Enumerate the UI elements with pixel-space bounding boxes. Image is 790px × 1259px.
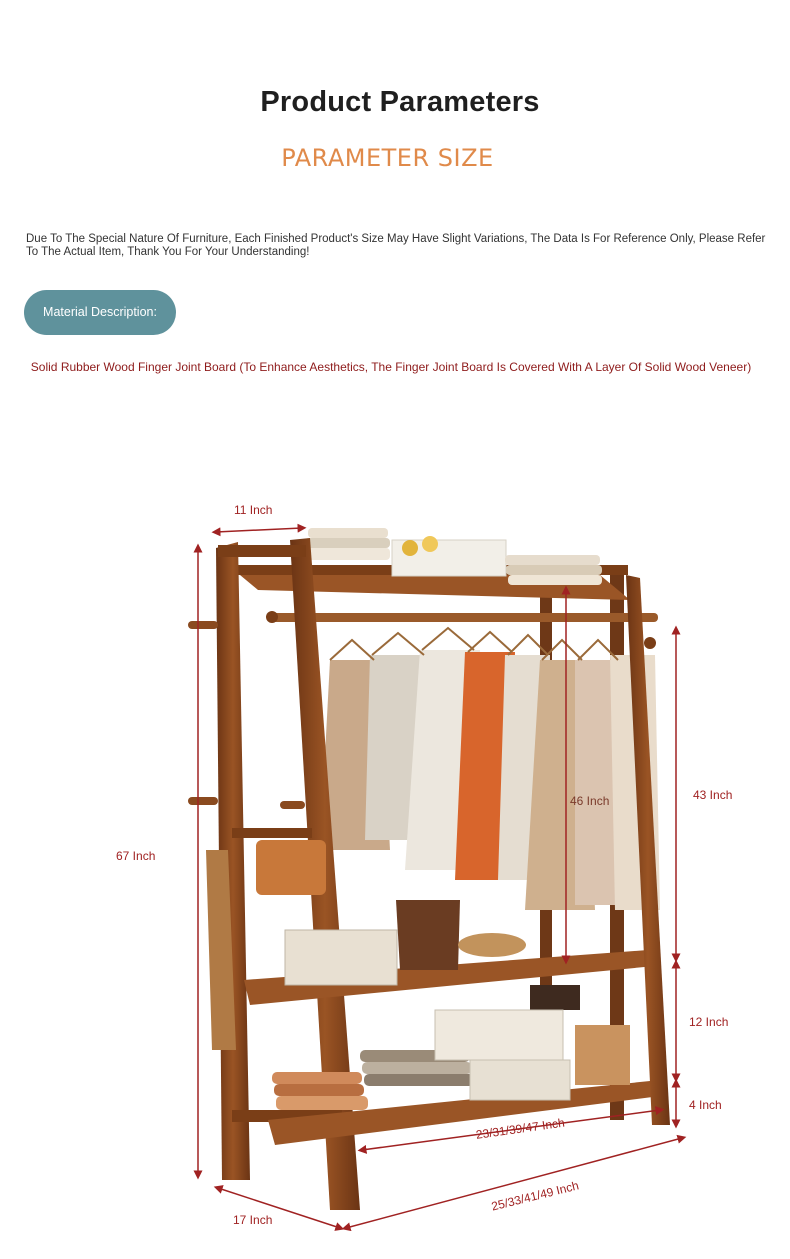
page-subtitle: PARAMETER SIZE bbox=[281, 144, 494, 172]
material-description-badge: Material Description: bbox=[24, 290, 176, 335]
handbag bbox=[256, 840, 326, 895]
dim-hanging-height: 46 Inch bbox=[570, 794, 610, 808]
clothes-rack-illustration bbox=[0, 480, 790, 1250]
dim-base-depth: 17 Inch bbox=[233, 1213, 273, 1227]
dim-inner-width: 23/31/39/47 Inch bbox=[475, 1115, 566, 1142]
hanging-clothes bbox=[320, 628, 660, 910]
material-text: Solid Rubber Wood Finger Joint Board (To Enhance Aesthetics, The Finger Joint Board Is Covered With A Layer Of Solid Wood Veneer) bbox=[30, 360, 752, 374]
dim-depth-top: 11 Inch bbox=[234, 503, 273, 517]
dim-lower-shelf-partial: 16 bbox=[568, 1016, 581, 1028]
dim-bottom-clearance: 4 Inch bbox=[689, 1098, 722, 1112]
dim-shelf-gap: 12 Inch bbox=[689, 1015, 729, 1029]
hanging-rod bbox=[270, 613, 658, 622]
dim-outer-width: 25/33/41/49 Inch bbox=[490, 1178, 581, 1214]
page-title: Product Parameters bbox=[260, 86, 540, 118]
dim-side-height: 43 Inch bbox=[693, 788, 733, 802]
size-disclaimer: Due To The Special Nature Of Furniture, Each Finished Product's Size May Have Slight Variations, The Data Is For Reference Only, Please Refer To The Actual Item, Thank You For Your Understanding! bbox=[26, 233, 766, 258]
dim-total-height: 67 Inch bbox=[116, 849, 156, 863]
